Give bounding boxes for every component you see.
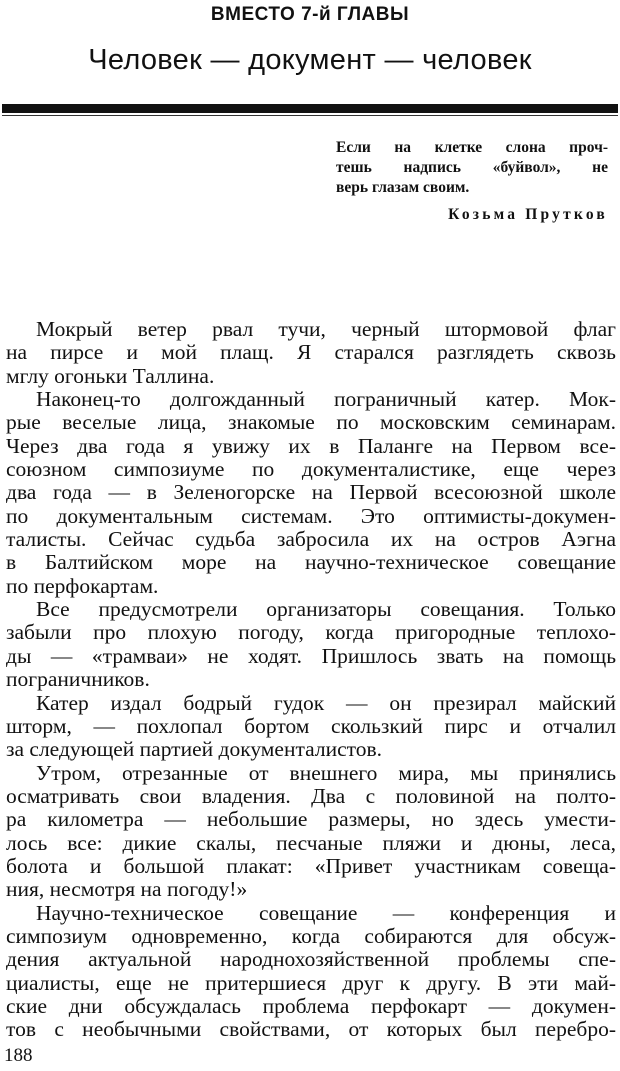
body-line: дения актуальной народнохозяйственной проблемы спе- — [6, 947, 616, 972]
body-line: мглу огоньки Таллина. — [6, 363, 215, 388]
body-line: Через два года я увижу их в Паланге на Первом все- — [6, 433, 616, 458]
body-line: Утром, отрезанные от внешнего мира, мы принялись — [36, 760, 616, 785]
epigraph-line: Если на клетке слона проч- — [336, 139, 608, 156]
body-line: лось все: дикие скалы, песчаные пляжи и дюны, леса, — [6, 830, 616, 855]
epigraph — [336, 138, 608, 198]
epigraph-author: Козьма Прутков — [448, 206, 608, 223]
page-number: 188 — [4, 1045, 33, 1066]
body-line: ния, несмотря на погоду!» — [6, 877, 248, 902]
body-line: на пирсе и мой плащ. Я старался разглядеть сквозь — [6, 340, 616, 365]
chapter-title: Человек — документ — человек — [88, 44, 532, 76]
header-rule-thick — [2, 104, 618, 113]
body-line: талисты. Сейчас судьба забросила их на остров Аэгна — [6, 527, 616, 552]
body-line: ские дни обсуждалась проблема перфокарт — докумен- — [6, 993, 616, 1018]
body-line: в Балтийском море на научно-техническое совещание — [6, 550, 616, 575]
body-line: симпозиум одновременно, когда собираются для обсуж- — [6, 923, 616, 948]
body-line: пограничников. — [6, 667, 150, 692]
body-line: за следующей партией документалистов. — [6, 737, 383, 762]
body-line: болота и большой плакат: «Привет участникам совеща- — [6, 853, 616, 878]
chapter-label: ВМЕСТО 7-й ГЛАВЫ — [210, 4, 410, 25]
body-line: Катер издал бодрый гудок — он презирал майский — [36, 690, 616, 715]
body-line: по документальным системам. Это оптимисты-докумен- — [6, 503, 616, 528]
body-line: Мокрый ветер рвал тучи, черный штормовой флаг — [36, 317, 616, 341]
header-rule-thin — [2, 115, 618, 116]
body-line: шторм, — похлопал бортом скользкий пирс и отчалил — [6, 713, 616, 738]
epigraph-line: тешь надпись «буйвол», не — [336, 159, 608, 176]
body-line: два года — в Зеленогорске на Первой всесоюзной школе — [6, 480, 616, 505]
body-line: по перфокартам. — [6, 573, 159, 598]
body-line: ра километра — небольшие размеры, но здесь умести- — [6, 807, 616, 832]
header-rule — [2, 104, 618, 116]
epigraph-line: верь глазам своим. — [336, 179, 470, 196]
body-line: Научно-техническое совещание — конференция и — [36, 900, 616, 925]
body-line: забыли про плохую погоду, когда пригородные теплохо- — [6, 620, 616, 645]
body-line: Наконец-то долгожданный пограничный катер. Мок- — [36, 387, 616, 412]
body-line: Все предусмотрели организаторы совещания. Только — [36, 597, 616, 622]
body-line: циалисты, еще не притершиеся друг к другу. В эти май- — [6, 970, 616, 995]
body-line: осматривать свои владения. Два с половиной на полто- — [6, 783, 616, 808]
body-line: ды — «трамваи» не ходят. Пришлось звать на помощь — [6, 643, 616, 668]
body-line: тов с необычными свойствами, от которых был перебро- — [6, 1017, 616, 1042]
body-line: рые веселые лица, знакомые по московским семинарам. — [6, 410, 616, 435]
body-line: союзном симпозиуме по документалистике, еще через — [6, 457, 616, 482]
body-text — [6, 318, 616, 1042]
